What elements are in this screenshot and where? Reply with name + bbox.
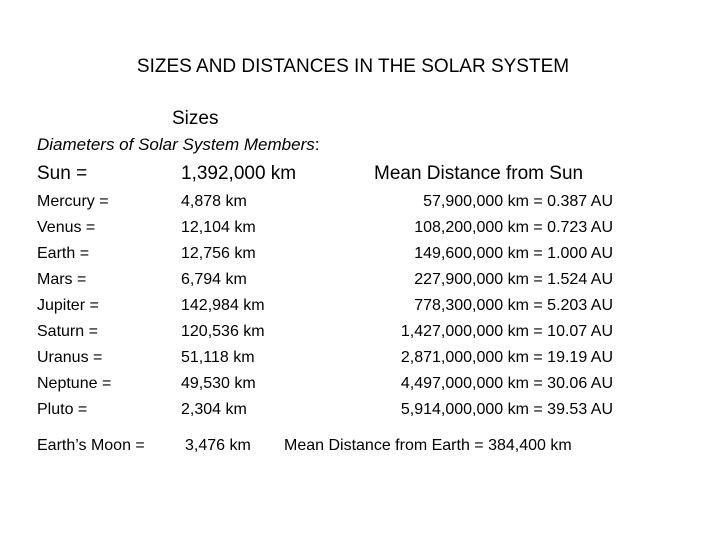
- planet-row-neptune: [0, 371, 720, 397]
- planet-diameter: 4,878 km: [181, 193, 247, 210]
- planet-row-earth: [0, 241, 720, 267]
- planet-distance: 57,900,000 km = 0.387 AU: [423, 193, 613, 210]
- planet-distance: 5,914,000,000 km = 39.53 AU: [400, 401, 613, 418]
- sizes-heading: Sizes: [172, 108, 219, 129]
- planet-name: Earth =: [37, 245, 90, 262]
- planet-row-venus: [0, 215, 720, 241]
- planet-row-uranus: [0, 345, 720, 371]
- planet-name: Mars =: [37, 271, 87, 288]
- diameters-heading: [37, 135, 319, 155]
- planet-distance: 778,300,000 km = 5.203 AU: [414, 297, 613, 314]
- moon-diameter: 3,476 km: [185, 437, 251, 454]
- planet-row-mercury: [0, 189, 720, 215]
- planet-name: Uranus =: [37, 349, 103, 366]
- planet-diameter: 6,794 km: [181, 271, 247, 288]
- planet-diameter: 142,984 km: [181, 297, 265, 314]
- planet-name: Neptune =: [37, 375, 112, 392]
- planet-distance: 2,871,000,000 km = 19.19 AU: [400, 349, 613, 366]
- planet-name: Jupiter =: [37, 297, 99, 314]
- page-title: SIZES AND DISTANCES IN THE SOLAR SYSTEM: [136, 56, 570, 77]
- planet-name: Mercury =: [37, 193, 109, 210]
- planet-name: Saturn =: [37, 323, 98, 340]
- planet-row-jupiter: [0, 293, 720, 319]
- moon-distance: Mean Distance from Earth = 384,400 km: [284, 437, 572, 454]
- moon-label: Earth’s Moon =: [37, 437, 145, 454]
- planet-diameter: 12,104 km: [181, 219, 256, 236]
- planet-distance: 149,600,000 km = 1.000 AU: [414, 245, 613, 262]
- planet-distance: 108,200,000 km = 0.723 AU: [414, 219, 613, 236]
- planet-row-saturn: [0, 319, 720, 345]
- sun-label: Sun =: [37, 163, 88, 184]
- diameters-heading-text: Diameters of Solar System Members: [37, 135, 315, 154]
- planet-diameter: 12,756 km: [181, 245, 256, 262]
- planet-table: [0, 189, 720, 423]
- diameters-heading-colon: :: [314, 135, 320, 154]
- planet-distance: 227,900,000 km = 1.524 AU: [414, 271, 613, 288]
- planet-distance: 1,427,000,000 km = 10.07 AU: [400, 323, 613, 340]
- planet-distance: 4,497,000,000 km = 30.06 AU: [400, 375, 613, 392]
- planet-diameter: 2,304 km: [181, 401, 247, 418]
- planet-row-mars: [0, 267, 720, 293]
- planet-row-pluto: [0, 397, 720, 423]
- planet-name: Pluto =: [37, 401, 88, 418]
- planet-diameter: 51,118 km: [181, 349, 255, 366]
- sun-diameter: 1,392,000 km: [181, 163, 297, 184]
- distance-heading: Mean Distance from Sun: [374, 163, 584, 184]
- planet-name: Venus =: [37, 219, 96, 236]
- planet-diameter: 120,536 km: [181, 323, 265, 340]
- planet-diameter: 49,530 km: [181, 375, 256, 392]
